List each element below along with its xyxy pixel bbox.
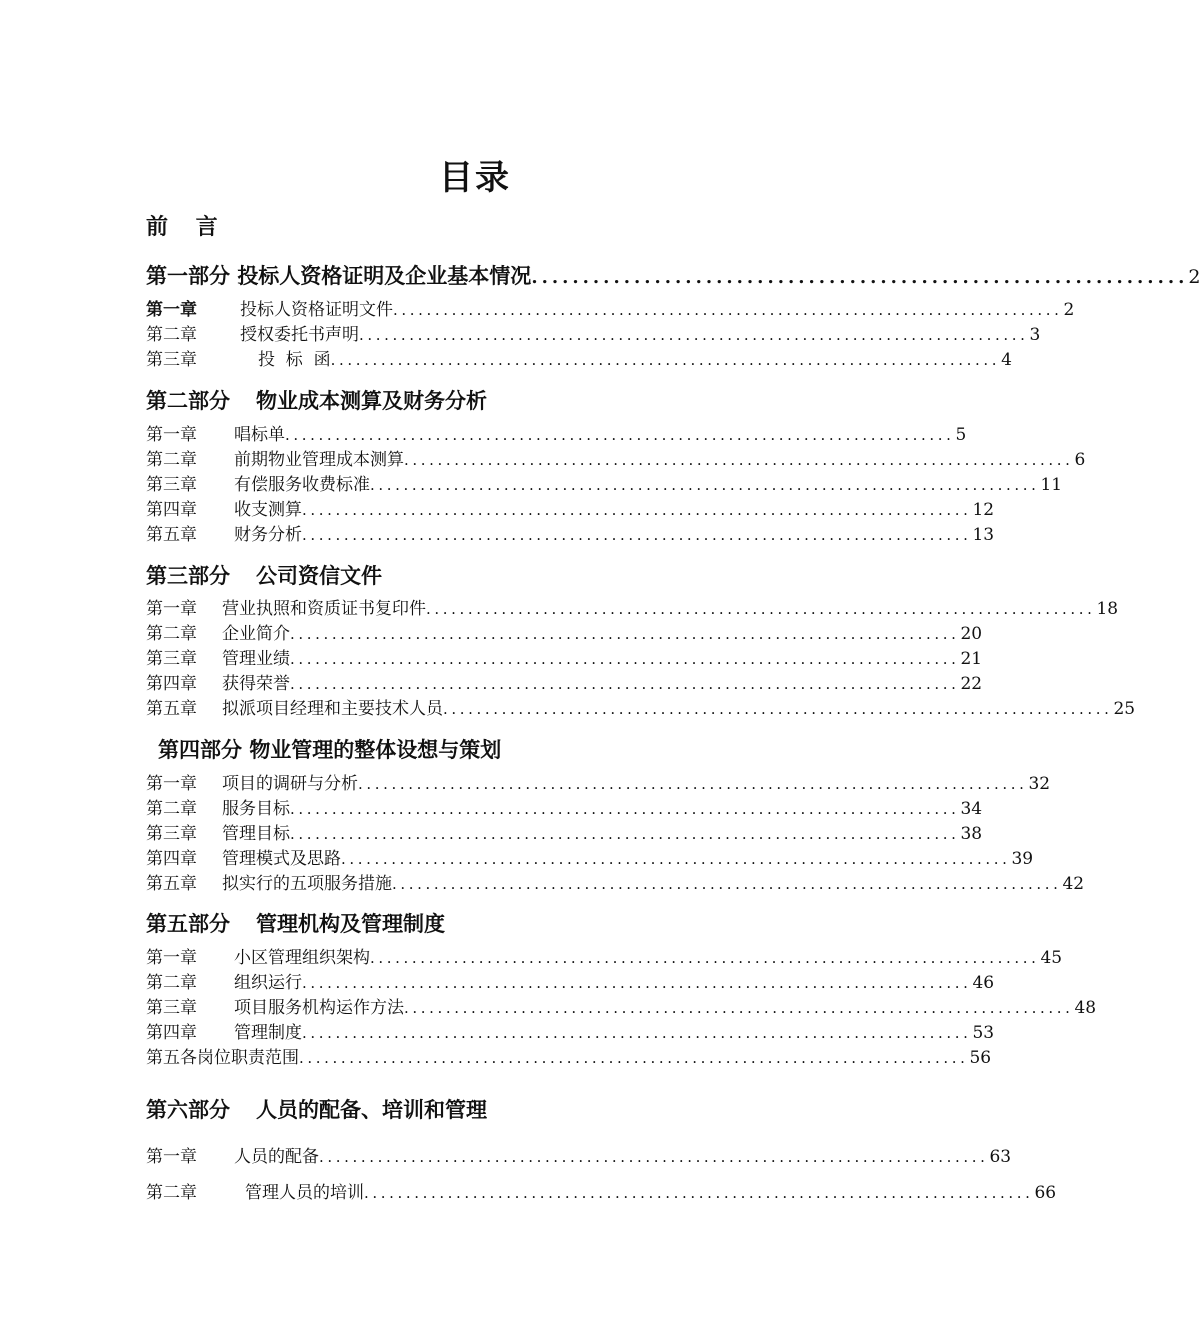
leader-dots: ................................................................................	[392, 875, 1062, 893]
chapter-number: 第二章	[146, 325, 197, 345]
part-3-label: 第三部分	[146, 564, 230, 588]
chapter-title: 人员的配备	[234, 1147, 319, 1167]
leader-dots: ................................................................................	[393, 301, 1063, 319]
chapter-title: 前期物业管理成本测算	[234, 450, 404, 470]
chapter-number: 第四章	[146, 500, 197, 520]
part-3-heading[interactable]	[146, 560, 382, 590]
chapter-page: 45	[1040, 948, 1063, 968]
chapter-number: 第三章	[146, 824, 197, 844]
toc-entry[interactable]	[146, 623, 983, 645]
chapter-number: 第二章	[146, 624, 197, 644]
part-2-name: 物业成本测算及财务分析	[256, 389, 487, 413]
leader-dots: ................................................................................	[359, 326, 1029, 344]
chapter-number: 第五章	[146, 699, 197, 719]
chapter-title: 管理业绩	[222, 649, 290, 669]
leader-dots: ................................................................................	[290, 650, 960, 668]
leader-dots: ................................................................................	[443, 700, 1113, 718]
chapter-page: 4	[1001, 350, 1012, 370]
part-6-name: 人员的配备、培训和管理	[256, 1098, 487, 1122]
chapter-page: 5	[955, 425, 967, 445]
chapter-page: 22	[960, 674, 983, 694]
chapter-number: 第二章	[146, 799, 197, 819]
toc-entry[interactable]	[146, 997, 1097, 1019]
part-1-heading[interactable]	[146, 260, 1200, 290]
leader-dots: ................................................................................	[404, 451, 1074, 469]
chapter-page: 66	[1034, 1183, 1057, 1203]
chapter-title: 管理模式及思路	[222, 849, 341, 869]
part-3-name: 公司资信文件	[256, 564, 382, 588]
chapter-title: 小区管理组织架构	[234, 948, 370, 968]
chapter-number: 第五章	[146, 874, 197, 894]
chapter-number: 第五各岗位职责范围	[146, 1048, 299, 1068]
chapter-number: 第一章	[146, 774, 197, 794]
leader-dots: ................................................................................	[302, 974, 972, 992]
chapter-number: 第一章	[146, 300, 197, 320]
toc-entry[interactable]	[146, 1182, 1057, 1204]
leader-dots: ................................................................................	[290, 675, 960, 693]
chapter-page: 32	[1028, 774, 1051, 794]
toc-entry[interactable]	[146, 1047, 992, 1069]
leader-dots: ................................................................................	[285, 426, 955, 444]
leader-dots: ................................................................................	[341, 850, 1011, 868]
chapter-page: 48	[1074, 998, 1097, 1018]
chapter-page: 2	[1063, 300, 1075, 320]
toc-entry[interactable]	[146, 798, 983, 820]
toc-entry[interactable]	[146, 474, 1063, 496]
chapter-title: 授权委托书声明	[240, 325, 359, 345]
leader-dots: ................................................................................	[290, 825, 960, 843]
page-title: 目录	[439, 158, 511, 198]
chapter-number: 第四章	[146, 1023, 197, 1043]
chapter-title: 管理目标	[222, 824, 290, 844]
chapter-title: 管理人员的培训	[245, 1183, 364, 1203]
part-2-heading[interactable]	[146, 385, 487, 415]
chapter-title: 财务分析	[234, 525, 302, 545]
toc-entry[interactable]	[146, 1146, 1012, 1168]
part-1-page: 2	[1188, 266, 1200, 288]
toc-entry[interactable]	[146, 698, 1136, 720]
chapter-title: 获得荣誉	[222, 674, 290, 694]
chapter-title: 企业简介	[222, 624, 290, 644]
part-1-name: 投标人资格证明及企业基本情况	[237, 264, 532, 288]
chapter-number: 第四章	[146, 674, 197, 694]
part-2-label: 第二部分	[146, 389, 230, 413]
toc-entry[interactable]	[146, 524, 995, 546]
chapter-page: 12	[972, 500, 995, 520]
leader-dots: ................................................................................	[358, 775, 1028, 793]
chapter-number: 第三章	[146, 649, 197, 669]
leader-dots: ................................................................	[531, 267, 1189, 288]
toc-entry[interactable]	[146, 848, 1034, 870]
leader-dots: ................................................................................	[370, 949, 1040, 967]
leader-dots: ................................................................................	[330, 351, 1001, 369]
chapter-title: 有偿服务收费标准	[234, 475, 370, 495]
part-4-label: 第四部分	[158, 738, 242, 762]
leader-dots: ................................................................................	[299, 1049, 969, 1067]
chapter-page: 13	[972, 525, 995, 545]
part-1-label: 第一部分	[146, 264, 230, 288]
part-5-name: 管理机构及管理制度	[256, 912, 445, 936]
toc-entry[interactable]	[146, 972, 995, 994]
chapter-page: 21	[960, 649, 983, 669]
part-4-name: 物业管理的整体设想与策划	[249, 738, 502, 762]
chapter-number: 第一章	[146, 425, 197, 445]
toc-entry[interactable]	[146, 1022, 995, 1044]
chapter-number: 第二章	[146, 973, 197, 993]
toc-entry[interactable]	[146, 873, 1085, 895]
preface-heading: 前 言	[146, 215, 228, 240]
chapter-title: 拟派项目经理和主要技术人员	[222, 699, 443, 719]
toc-entry[interactable]	[146, 823, 983, 845]
toc-entry[interactable]	[146, 648, 983, 670]
chapter-number: 第一章	[146, 599, 197, 619]
chapter-page: 39	[1011, 849, 1034, 869]
chapter-title: 投 标 函	[258, 350, 331, 370]
chapter-page: 53	[972, 1023, 995, 1043]
leader-dots: ................................................................................	[426, 600, 1096, 618]
chapter-title: 收支测算	[234, 500, 302, 520]
leader-dots: ................................................................................	[302, 1024, 972, 1042]
leader-dots: ................................................................................	[319, 1148, 989, 1166]
toc-entry[interactable]	[146, 499, 995, 521]
leader-dots: ................................................................................	[370, 476, 1040, 494]
chapter-number: 第四章	[146, 849, 197, 869]
leader-dots: ................................................................................	[364, 1184, 1034, 1202]
leader-dots: ................................................................................	[290, 800, 960, 818]
chapter-page: 42	[1062, 874, 1085, 894]
chapter-title: 组织运行	[234, 973, 302, 993]
chapter-page: 25	[1113, 699, 1136, 719]
chapter-title: 唱标单	[234, 425, 285, 445]
part-4-heading[interactable]	[158, 734, 501, 764]
chapter-number: 第一章	[146, 948, 197, 968]
chapter-number: 第三章	[146, 350, 197, 370]
part-6-heading[interactable]	[146, 1094, 487, 1124]
chapter-title: 投标人资格证明文件	[240, 300, 393, 320]
toc-entry[interactable]	[146, 773, 1051, 795]
chapter-title: 营业执照和资质证书复印件	[222, 599, 426, 619]
toc-entry[interactable]	[146, 324, 1041, 346]
chapter-page: 3	[1029, 325, 1041, 345]
chapter-page: 34	[960, 799, 983, 819]
part-6-label: 第六部分	[146, 1098, 230, 1122]
leader-dots: ................................................................................	[404, 999, 1074, 1017]
chapter-title: 项目的调研与分析	[222, 774, 358, 794]
chapter-page: 20	[960, 624, 983, 644]
chapter-page: 38	[960, 824, 983, 844]
chapter-number: 第三章	[146, 475, 197, 495]
chapter-title: 管理制度	[234, 1023, 302, 1043]
chapter-number: 第二章	[146, 450, 197, 470]
toc-entry[interactable]	[146, 299, 1075, 321]
chapter-number: 第二章	[146, 1183, 197, 1203]
chapter-number: 第五章	[146, 525, 197, 545]
chapter-page: 56	[969, 1048, 992, 1068]
chapter-page: 63	[989, 1147, 1012, 1167]
chapter-number: 第三章	[146, 998, 197, 1018]
part-5-heading[interactable]	[146, 908, 445, 938]
chapter-number: 第一章	[146, 1147, 197, 1167]
leader-dots: ................................................................................	[290, 625, 960, 643]
leader-dots: ................................................................................	[302, 526, 972, 544]
chapter-title: 项目服务机构运作方法	[234, 998, 404, 1018]
leader-dots: ................................................................................	[302, 501, 972, 519]
chapter-page: 11	[1040, 475, 1063, 495]
chapter-page: 18	[1096, 599, 1119, 619]
toc-entry[interactable]	[146, 449, 1086, 471]
toc-entry[interactable]	[146, 598, 1119, 620]
chapter-page: 46	[972, 973, 995, 993]
toc-entry[interactable]	[146, 947, 1063, 969]
toc-entry[interactable]	[146, 424, 967, 446]
chapter-page: 6	[1074, 450, 1086, 470]
toc-entry[interactable]	[146, 349, 1012, 371]
chapter-title: 服务目标	[222, 799, 290, 819]
toc-entry[interactable]	[146, 673, 983, 695]
part-5-label: 第五部分	[146, 912, 230, 936]
chapter-title: 拟实行的五项服务措施	[222, 874, 392, 894]
